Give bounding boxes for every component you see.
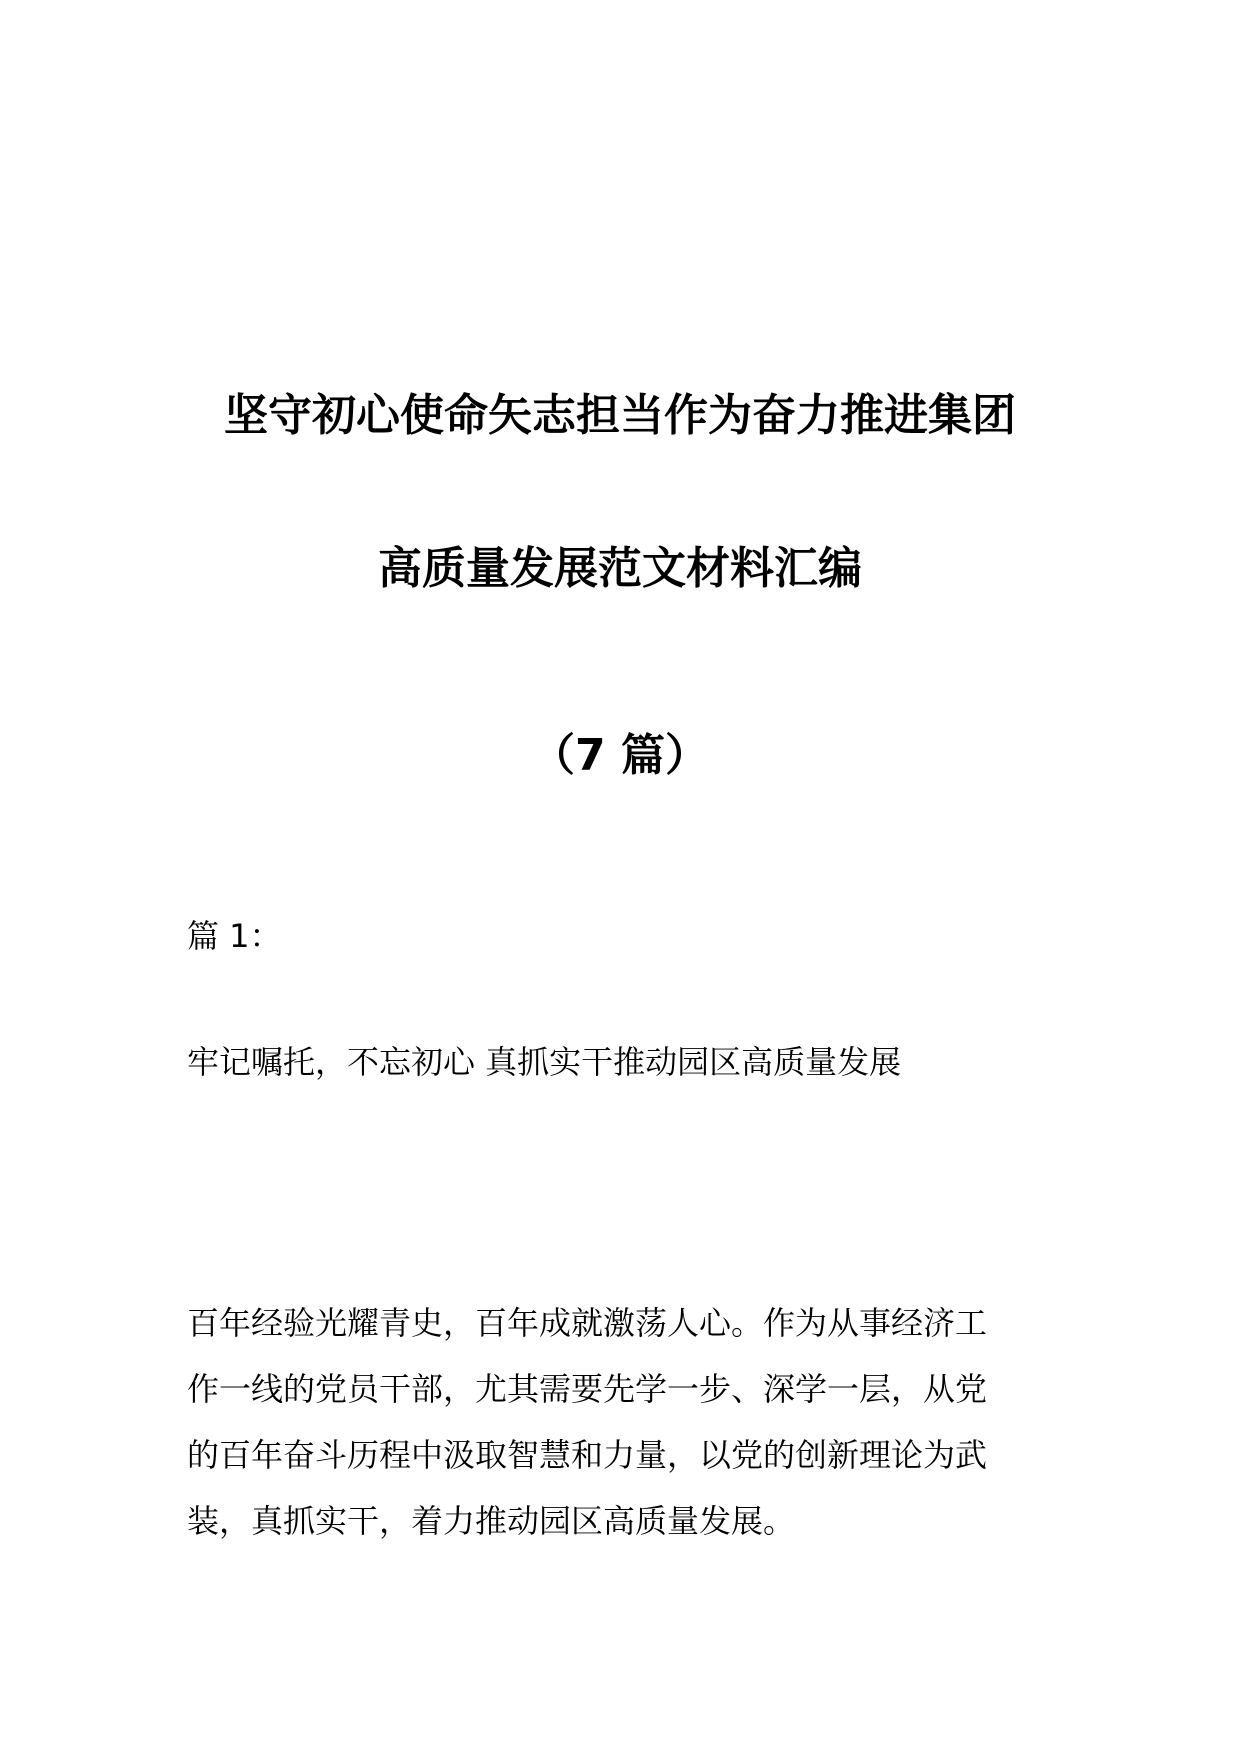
paragraph-line-4: 装，真抓实干，着力推动园区高质量发展。 <box>187 1502 796 1540</box>
article-title: 牢记嘱托，不忘初心 真抓实干推动园区高质量发展 <box>187 1043 902 1081</box>
body-paragraph <box>187 1290 1067 1554</box>
document-count-label: （7 篇） <box>531 730 709 781</box>
document-title-line-1: 坚守初心使命矢志担当作为奋力推进集团 <box>224 390 1016 441</box>
document-title-line-2: 高质量发展范文材料汇编 <box>378 543 862 594</box>
paragraph-line-3: 的百年奋斗历程中汲取智慧和力量，以党的创新理论为武 <box>187 1436 988 1474</box>
paragraph-line-2: 作一线的党员干部，尤其需要先学一步、深学一层，从党 <box>187 1370 988 1408</box>
paragraph-line-1: 百年经验光耀青史，百年成就激荡人心。作为从事经济工 <box>187 1304 988 1342</box>
chapter-label: 篇 1： <box>187 917 282 955</box>
